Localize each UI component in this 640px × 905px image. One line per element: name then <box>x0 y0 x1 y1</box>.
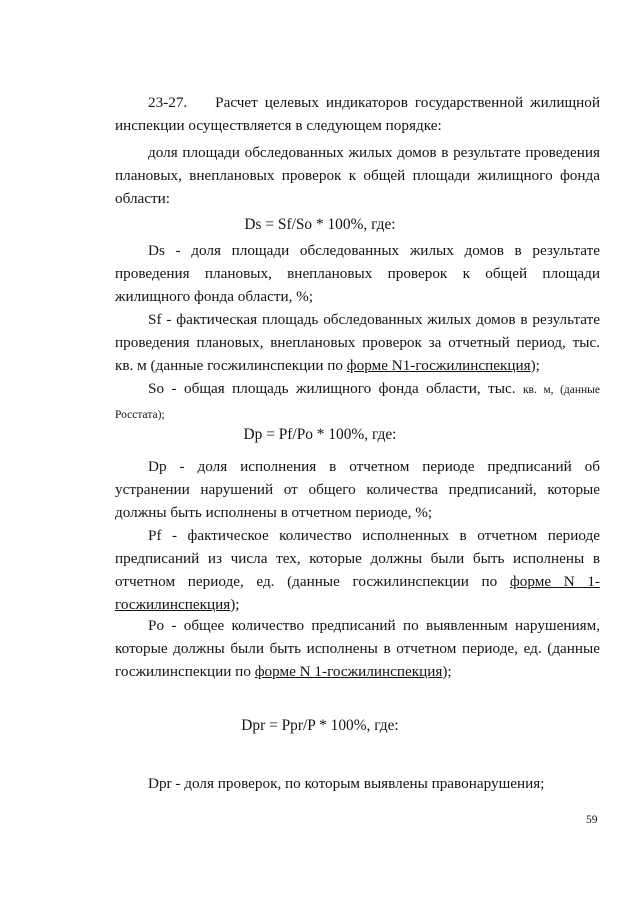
formula-dp: Dp = Pf/Po * 100%, где: <box>243 426 397 443</box>
section-intro-text: Расчет целевых индикаторов государственной жилищной инспекции осуществляется в следующем порядке: <box>115 94 601 134</box>
form-link-sf[interactable]: форме N1-госжилинспекция <box>346 357 531 374</box>
so-variable-description: So - общая площадь жилищного фонда области, тыс. кв. м, (данные Росстата); <box>115 380 600 421</box>
po-variable-description: Po - общее количество предписаний по выявленным нарушениям, которые должны были быть исполнены в отчетном периоде, ед. (данные госжилинспекции по форме N 1-госжилинспекция); <box>115 617 600 680</box>
ds-variable-description: Ds - доля площади обследованных жилых домов в результате проведения плановых, внеплановых проверок к общей площади жилищного фонда области, %; <box>115 242 600 305</box>
ds-definition: доля площади обследованных жилых домов в результате проведения плановых, внеплановых проверок к общей площади жилищного фонда области: <box>115 144 600 207</box>
page-number: 59 <box>586 814 598 826</box>
form-link-po[interactable]: форме N 1-госжилинспекция <box>254 663 443 680</box>
dpr-variable-description: Dpr - доля проверок, по которым выявлены правонарушения; <box>148 775 545 792</box>
sf-variable-description: Sf - фактическая площадь обследованных жилых домов в результате проведения плановых, внеплановых проверок за отчетный период, тыс. кв. м (данные госжилинспекции по форме N1-госжилинспекция); <box>115 311 600 374</box>
section-intro <box>115 91 600 137</box>
form-link-pf[interactable]: форме N 1-госжилинспекция <box>115 573 600 613</box>
formula-ds: Ds = Sf/So * 100%, где: <box>244 216 396 233</box>
dp-variable-description: Dp - доля исполнения в отчетном периоде предписаний об устранении нарушений от общего количества предписаний, которые должны быть исполнены в отчетном периоде, %; <box>115 458 600 521</box>
section-number: 23-27. <box>148 94 188 111</box>
pf-variable-description: Pf - фактическое количество исполненных в отчетном периоде предписаний из числа тех, которые должны были быть исполнены в отчетном периоде, ед. (данные госжилинспекции по форме N 1-госжилинспекция); <box>115 527 600 613</box>
formula-dpr: Dpr = Ppr/P * 100%, где: <box>241 717 399 734</box>
